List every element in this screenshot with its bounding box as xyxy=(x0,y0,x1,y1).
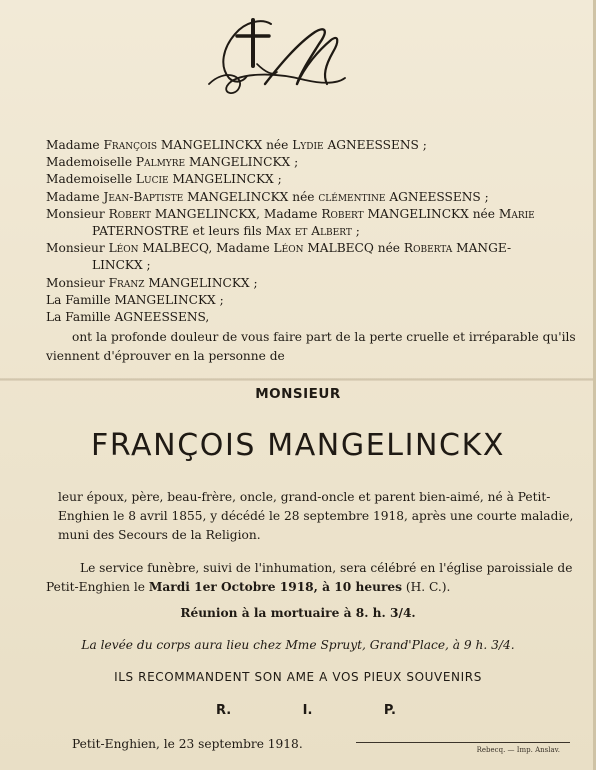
mourner-text: Monsieur xyxy=(46,275,109,290)
mourner-firstname: Lydie xyxy=(292,138,324,152)
mourner-text: MALBECQ née xyxy=(303,241,404,256)
mourner-text: Monsieur xyxy=(46,206,109,221)
mourner-line xyxy=(46,309,576,326)
mourner-line xyxy=(46,206,576,223)
mourner-firstname: Robert xyxy=(321,206,364,221)
mourner-text: MANGELINCKX ; xyxy=(144,275,258,290)
honorific-title: MONSIEUR xyxy=(255,386,341,402)
mourner-text: Mademoiselle xyxy=(46,172,136,187)
mourner-text: MANGELINCKX née xyxy=(363,206,499,221)
mourner-line xyxy=(46,223,576,240)
rip-letter: R. xyxy=(216,703,232,718)
mourner-text: MANGELINCKX née xyxy=(183,189,319,204)
mourner-firstname: François xyxy=(103,138,158,152)
mourner-text: AGNEESSENS ; xyxy=(385,189,489,204)
announcement-intro xyxy=(46,328,576,366)
mourner-text: MANGELINCKX, Madame xyxy=(150,206,322,221)
mourner-firstname: Marie xyxy=(498,206,535,221)
mourner-firstname: Palmyre xyxy=(135,155,186,170)
mourner-firstname: Robert xyxy=(108,206,151,221)
mourner-firstname: Jean-Baptiste xyxy=(103,189,184,204)
divider xyxy=(356,742,570,743)
paper-fold xyxy=(0,378,596,381)
rip-line xyxy=(216,703,396,718)
mourner-text: MALBECQ, Madame xyxy=(138,241,274,256)
mourner-line xyxy=(46,257,576,274)
mourner-text: La Famille MANGELINCKX ; xyxy=(46,292,224,307)
intro-line: viennent d'éprouver en la personne de xyxy=(46,349,285,363)
details-line: muni des Secours de la Religion. xyxy=(58,528,261,542)
printer-credit: Rebecq. — Imp. Anslav. xyxy=(476,746,560,754)
mourner-line xyxy=(46,240,576,257)
details-line: Enghien le 8 avril 1855, y décédé le 28 septembre 1918, après une courte maladie, xyxy=(58,509,574,523)
mourner-text: Monsieur xyxy=(46,241,109,256)
cross-monogram-icon xyxy=(205,14,350,100)
mourner-firstname: Roberta xyxy=(403,241,453,256)
mourner-line xyxy=(46,171,576,188)
rip-letter: I. xyxy=(302,703,313,718)
mourner-text: La Famille AGNEESSENS, xyxy=(46,310,210,325)
mourner-text: AGNEESSENS ; xyxy=(323,138,427,152)
mourner-firstname: Léon xyxy=(108,241,139,256)
mourner-text: MANGELINCKX ; xyxy=(168,172,282,187)
service-date: Mardi 1er Octobre 1918, à 10 heures xyxy=(148,580,403,594)
deceased-details xyxy=(58,488,578,545)
mourner-firstname: Franz xyxy=(108,275,145,290)
recommendation-line: ILS RECOMMANDENT SON AME A VOS PIEUX SOUVENIRS xyxy=(114,670,482,684)
mourner-text: LINCKX ; xyxy=(92,258,151,273)
service-text: (H. C.). xyxy=(402,580,451,594)
service-line xyxy=(46,578,576,597)
mourner-line xyxy=(46,275,576,292)
service-line: Le service funèbre, suivi de l'inhumation, sera célébré en l'église paroissiale de xyxy=(80,561,573,575)
service-text: Petit-Enghien le xyxy=(46,580,149,594)
mourner-firstname: Lucie xyxy=(135,172,169,187)
mourner-firstname: Max et Albert xyxy=(265,224,352,239)
mourner-line xyxy=(46,189,576,206)
deceased-name: FRANÇOIS MANGELINCKX xyxy=(90,428,506,463)
mourner-line xyxy=(46,292,576,309)
mourner-firstname: Léon xyxy=(273,241,304,256)
mourner-text: MANGELINCKX ; xyxy=(185,155,299,170)
mourner-text: Madame xyxy=(46,138,104,152)
mourner-text: MANGE- xyxy=(452,241,512,256)
mourner-firstname: clémentine xyxy=(318,189,386,204)
rip-letter: P. xyxy=(383,703,396,718)
mourners-list xyxy=(46,137,576,326)
details-line: leur époux, père, beau-frère, oncle, grand-oncle et parent bien-aimé, né à Petit- xyxy=(58,490,551,504)
intro-line: ont la profonde douleur de vous faire part de la perte cruelle et irréparable qu'ils xyxy=(72,330,576,344)
mourner-text: Madame xyxy=(46,189,104,204)
mourner-text: ; xyxy=(351,224,360,239)
levee-notice: La levée du corps aura lieu chez Mme Spruyt, Grand'Place, à 9 h. 3/4. xyxy=(81,638,515,652)
mourner-line xyxy=(46,154,576,171)
mourner-text: PATERNOSTRE et leurs fils xyxy=(92,224,266,239)
funeral-service xyxy=(46,559,576,597)
mourner-text: Mademoiselle xyxy=(46,155,136,170)
mourner-line xyxy=(46,137,576,154)
mourner-text: MANGELINCKX née xyxy=(157,138,293,152)
place-and-date: Petit-Enghien, le 23 septembre 1918. xyxy=(72,737,303,751)
reunion-notice: Réunion à la mortuaire à 8. h. 3/4. xyxy=(180,606,416,620)
